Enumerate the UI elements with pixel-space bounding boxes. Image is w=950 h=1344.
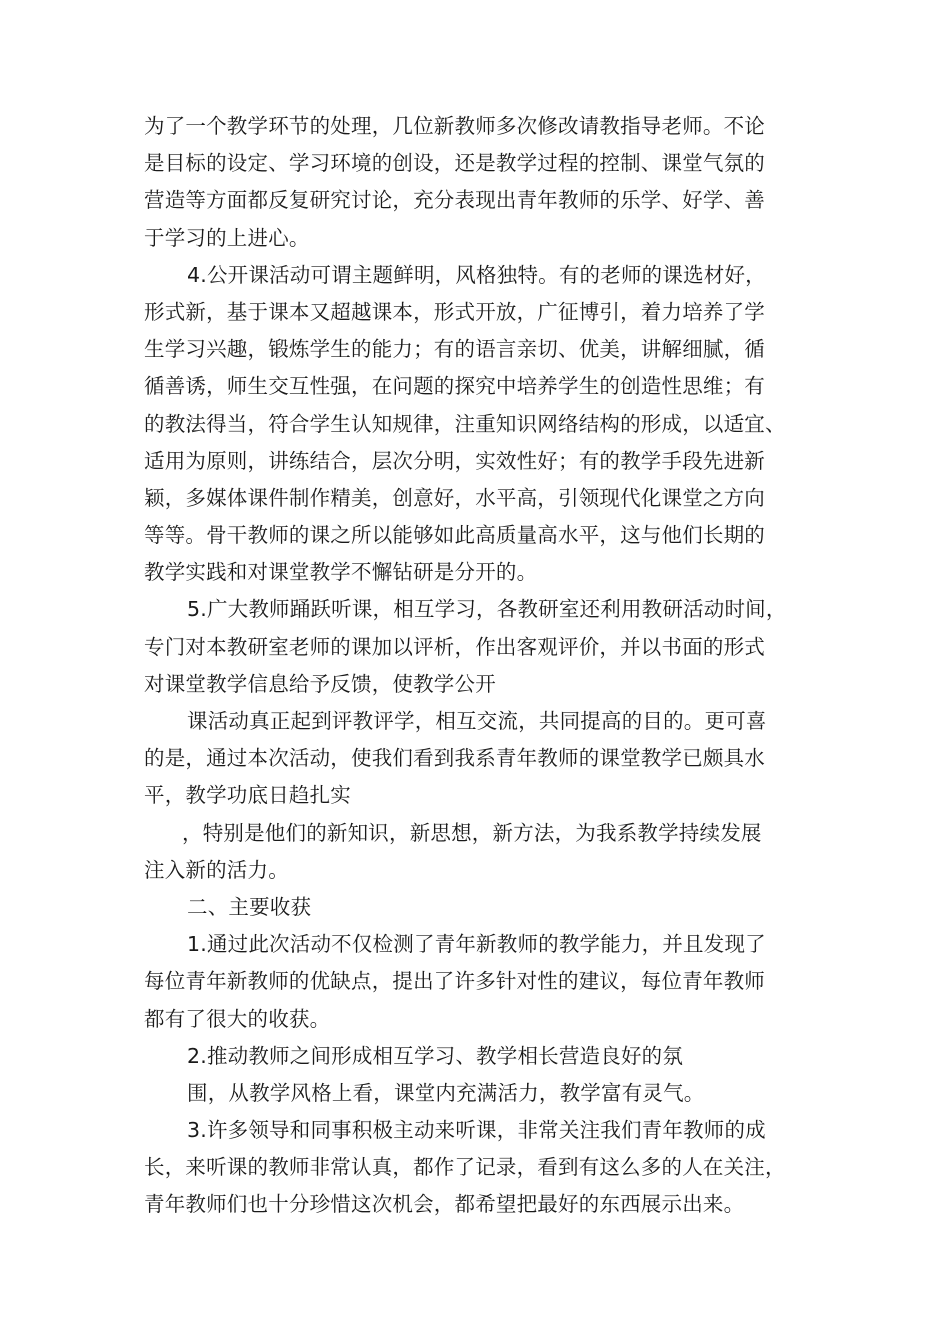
text-line: 都有了很大的收获。 — [144, 1006, 331, 1031]
text-line: 每位青年新教师的优缺点，提出了许多针对性的建议，每位青年教师 — [144, 969, 765, 994]
text-line: 的是，通过本次活动，使我们看到我系青年教师的课堂教学已颇具水 — [144, 746, 765, 771]
text-line: 专门对本教研室老师的课加以评析，作出客观评价，并以书面的形式 — [144, 634, 765, 659]
text-line: 长，来听课的教师非常认真，都作了记录，看到有这么多的人在关注， — [144, 1155, 786, 1180]
paragraph-start-line: 2.推动教师之间形成相互学习、教学相长营造良好的氛 — [187, 1043, 684, 1068]
paragraph-start-line: 5.广大教师踊跃听课，相互学习，各教研室还利用教研活动时间， — [187, 597, 787, 622]
text-line: 适用为原则，讲练结合，层次分明，实效性好；有的教学手段先进新 — [144, 448, 765, 473]
text-line: 营造等方面都反复研究讨论，充分表现出青年教师的乐学、好学、善 — [144, 188, 765, 213]
document-body — [144, 108, 814, 1224]
text-line: 为了一个教学环节的处理，几位新教师多次修改请教指导老师。不论 — [144, 114, 765, 138]
paragraph-start-line: 围，从教学风格上看，课堂内充满活力，教学富有灵气。 — [187, 1080, 705, 1105]
text-line: 是目标的设定、学习环境的创设，还是教学过程的控制、课堂气氛的 — [144, 151, 765, 176]
text-line: 青年教师们也十分珍惜这次机会，都希望把最好的东西展示出来。 — [144, 1192, 745, 1217]
text-line: 形式新，基于课本又超越课本，形式开放，广征博引，着力培养了学 — [144, 299, 765, 324]
paragraph-start-line: 1.通过此次活动不仅检测了青年新教师的教学能力，并且发现了 — [187, 932, 766, 957]
paragraph-start-line: 4.公开课活动可谓主题鲜明，风格独特。有的老师的课选材好， — [187, 262, 766, 287]
text-line: 颖，多媒体课件制作精美，创意好，水平高，引领现代化课堂之方向 — [144, 485, 765, 510]
text-line: 注入新的活力。 — [144, 857, 289, 882]
text-line: 等等。骨干教师的课之所以能够如此高质量高水平，这与他们长期的 — [144, 523, 765, 548]
text-line: 于学习的上进心。 — [144, 225, 310, 250]
section-heading: 二、主要收获 — [187, 894, 312, 919]
paragraph-start-line: 3.许多领导和同事积极主动来听课，非常关注我们青年教师的成 — [187, 1118, 766, 1143]
text-line: 平，教学功底日趋扎实 — [144, 783, 351, 808]
text-line: 生学习兴趣，锻炼学生的能力；有的语言亲切、优美，讲解细腻，循 — [144, 337, 765, 362]
text-line: 对课堂教学信息给予反馈，使教学公开 — [144, 671, 496, 696]
text-line: 循善诱，师生交互性强，在问题的探究中培养学生的创造性思维；有 — [144, 374, 765, 399]
text-line: 教学实践和对课堂教学不懈钻研是分开的。 — [144, 560, 538, 585]
paragraph-start-line: ，特别是他们的新知识，新思想，新方法，为我系教学持续发展 — [182, 820, 762, 845]
text-line: 的教法得当，符合学生认知规律，注重知识网络结构的形成，以适宜、 — [144, 411, 786, 436]
paragraph-start-line: 课活动真正起到评教评学，相互交流，共同提高的目的。更可喜 — [187, 709, 767, 733]
